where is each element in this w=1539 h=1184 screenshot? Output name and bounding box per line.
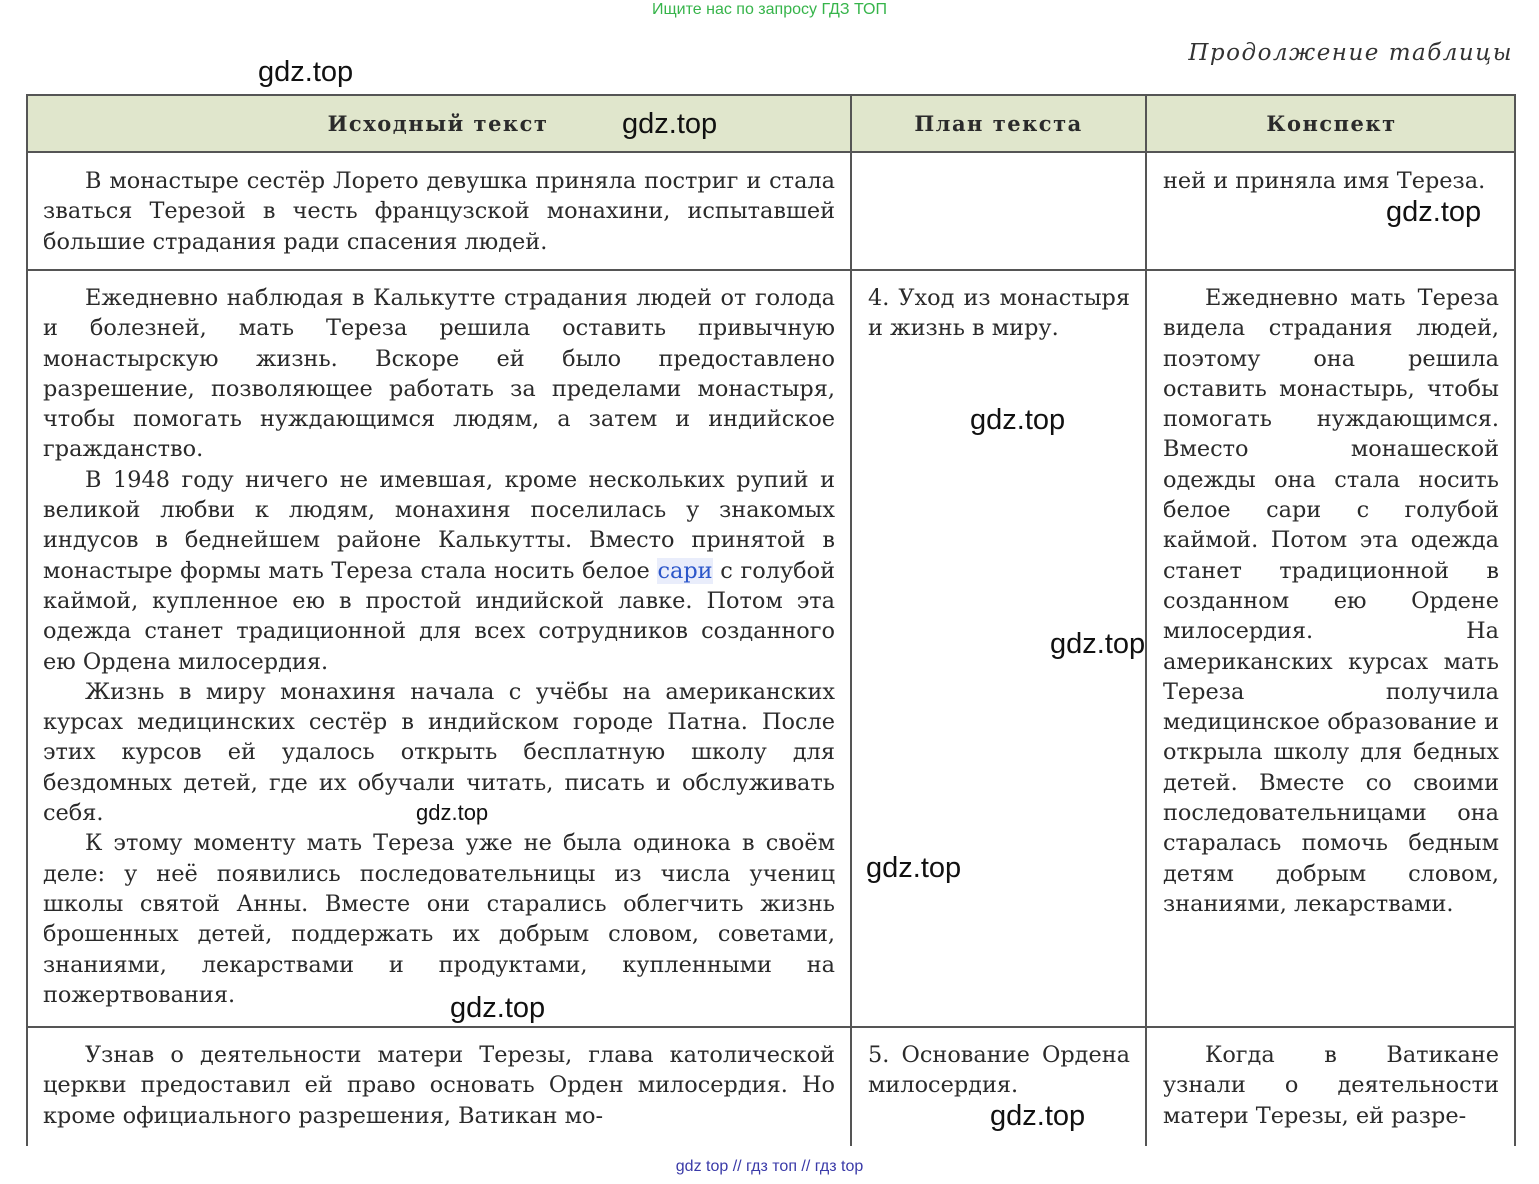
summary-paragraph: Ежедневно мать Тереза видела страдания людей, поэтому она решила оставить монастырь, чтобы помогать нуждающимся. Вместо монашеской одежды она стала носить белое сари с голубой каймой. Потом эта одежда станет традиционной в созданном ею Ордене милосердия. На американских курсах мать Тереза получила медицинское образование и открыла школу для бедных детей. Вместе со своими последовательницами она старалась помочь бедным детям добрым словом, знаниями, лекарствами. <box>1163 285 1499 917</box>
source-paragraph: Жизнь в миру монахиня начала с учёбы на американских курсах медицинских сестёр в индийском городе Патна. После этих курсов ей удалось открыть бесплатную школу для бездомных детей, где их обучали читать, писать и обслуживать себя. <box>43 678 835 827</box>
source-paragraph: В монастыре сестёр Лорето девушка приняла постриг и стала зваться Терезой в честь французской монахини, испытавшей большие страдания ради спасения людей. <box>43 168 835 255</box>
row-2-source <box>43 283 835 1010</box>
row-1-summary <box>1163 166 1499 196</box>
source-paragraph: Узнав о деятельности матери Терезы, глава католической церкви предоставил ей право основать Орден милосердия. Но кроме официального разрешения, Ватикан мо- <box>43 1042 835 1129</box>
table-top-border <box>26 94 1516 96</box>
sari-link[interactable]: сари <box>657 557 713 584</box>
header-summary: Конспект <box>1266 111 1397 136</box>
source-text: с голубой каймой, купленное ею в простой индийской лавке. Потом эта одежда станет традиционной для всех сотрудников созданного ею Ордена милосердия. <box>43 557 836 675</box>
watermark: gdz.top <box>622 108 718 140</box>
table-right-border <box>1514 94 1516 1146</box>
footer-links[interactable]: gdz top // гдз топ // гдз top <box>675 1158 864 1175</box>
summary-paragraph: ней и приняла имя Тереза. <box>1163 168 1486 194</box>
row-3-plan <box>868 1040 1130 1101</box>
watermark: gdz.top <box>970 404 1066 436</box>
text-table <box>26 94 1516 1146</box>
top-search-banner[interactable]: Ищите нас по запросу ГДЗ ТОП <box>652 1 887 18</box>
watermark: gdz.top <box>1386 196 1482 228</box>
header-bottom-border <box>26 151 1516 153</box>
source-paragraph: Ежедневно наблюдая в Калькутте страдания людей от голода и болезней, мать Тереза решила оставить привычную монастырскую жизнь. Вскоре ей было предоставлено разрешение, позволяющее работать за пределами монастыря, чтобы помогать нуждающимся людям, а затем и индийское гражданство. <box>43 285 835 463</box>
row-3-source <box>43 1040 835 1131</box>
column-divider <box>1145 94 1147 1146</box>
summary-paragraph: Когда в Ватикане узнали о деятельности матери Терезы, ей разре- <box>1163 1042 1499 1129</box>
row-1-source <box>43 166 835 257</box>
plan-item: 5. Основание Ордена милосердия. <box>868 1042 1130 1099</box>
column-divider <box>850 94 852 1146</box>
watermark: gdz.top <box>866 852 962 884</box>
source-paragraph: К этому моменту мать Тереза уже не была одинока в своём деле: у неё появились последовательницы из числа учениц школы святой Анны. Вместе они старались облегчить жизнь брошенных детей, поддержать их добрым словом, советами, знаниями, лекарствами и продуктами, купленными на пожертвования. <box>43 830 835 1008</box>
header-text-plan: План текста <box>914 111 1083 136</box>
table-continuation-label: Продолжение таблицы <box>1188 40 1513 66</box>
source-text: В 1948 году ничего не имевшая, кроме нескольких рупий и великой любви к людям, монахиня поселилась у знакомых индусов в беднейшем районе Калькутты. Вместо принятой в монастыре формы мать Тереза стала носить белое <box>43 466 835 584</box>
watermark: gdz.top <box>990 1100 1086 1132</box>
row-2-summary <box>1163 283 1499 919</box>
header-source-text: Исходный текст <box>327 111 549 136</box>
watermark: gdz.top <box>1050 628 1146 660</box>
watermark: gdz.top <box>258 56 354 88</box>
row-divider <box>26 1026 1516 1028</box>
plan-item: 4. Уход из монастыря и жизнь в миру. <box>868 285 1130 342</box>
row-divider <box>26 269 1516 271</box>
source-paragraph <box>43 465 835 677</box>
table-left-border <box>26 94 28 1146</box>
watermark: gdz.top <box>450 992 546 1024</box>
row-3-summary <box>1163 1040 1499 1131</box>
row-2-plan <box>868 283 1130 344</box>
watermark: gdz.top <box>416 800 489 825</box>
